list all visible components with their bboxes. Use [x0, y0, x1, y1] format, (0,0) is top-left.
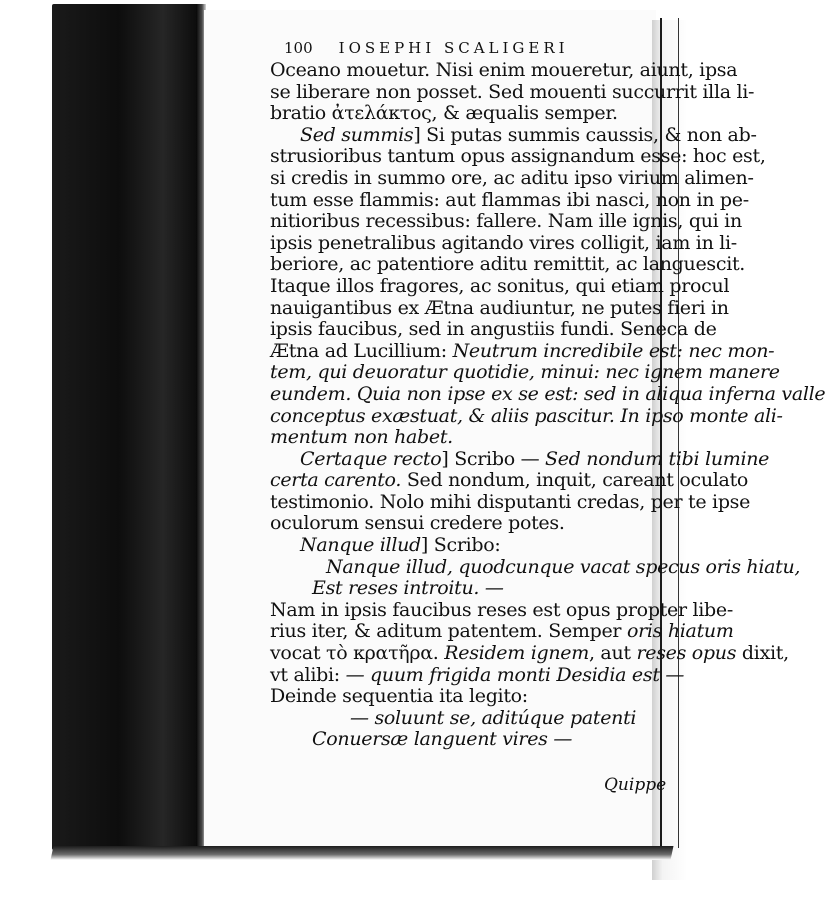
text-segment: reses opus [636, 642, 737, 665]
page-number: 100 [284, 39, 313, 57]
text-line [270, 166, 754, 190]
text-segment: Nanque illud, quodcunque vacat specus oris hiatu, [326, 555, 801, 578]
text-line [270, 318, 717, 341]
text-segment: Nam in ipsis faucibus reses est opus propter libe- [270, 598, 733, 621]
text-segment: Residem ignem [444, 642, 589, 665]
text-line [270, 339, 775, 363]
text-line [270, 427, 660, 449]
text-segment: — quum frigida monti Desidia est — [345, 663, 685, 686]
text-segment: ] Si putas summis caussis, & non ab- [413, 123, 757, 146]
text-segment: nauigantibus ex Ætna audiuntur, ne putes fieri in [270, 296, 729, 319]
text-line [270, 490, 751, 514]
text-segment: rius iter, & aditum patentem. Semper [270, 620, 627, 643]
text-segment: Nanque illud [300, 534, 421, 557]
text-segment: Conuersæ languent vires — [312, 728, 573, 751]
text-line [270, 708, 660, 730]
text-line [270, 361, 780, 384]
catchword: Quippe [604, 775, 667, 795]
text-line [270, 578, 660, 600]
running-title: IOSEPHI SCALIGERI [338, 39, 569, 57]
text-line [270, 729, 660, 751]
text-segment: beriore, ac patentiore aditu remittit, ac languescit. [270, 253, 746, 276]
text-segment: dixit, [736, 642, 789, 665]
text-line [270, 210, 742, 233]
text-line [270, 231, 737, 255]
text-segment: certa carento. [270, 469, 402, 492]
page-bottom-shadow [51, 846, 674, 860]
text-line [270, 555, 801, 579]
text-line [270, 103, 660, 125]
text-segment: Sed nondum tibi lumine [545, 447, 770, 470]
text-line [270, 253, 746, 276]
text-line [270, 447, 770, 471]
running-head [284, 36, 660, 60]
text-segment: Sed nondum, inquit, careant oculato [401, 469, 749, 492]
text-segment: Oceano mouetur. Nisi enim moueretur, aiunt, ipsa [270, 59, 738, 81]
text-segment: testimonio. Nolo mihi disputanti credas, per te ipse [270, 490, 751, 513]
text-segment: — soluunt se, aditúque patenti [350, 706, 637, 729]
text-segment: Deinde sequentia ita legito: [270, 685, 528, 708]
text-segment: tum esse flammis: aut flammas ibi nasci, non in pe- [270, 188, 749, 211]
text-segment: ] Scribo — [441, 447, 546, 470]
text-line [270, 469, 749, 492]
scan-margin [0, 0, 58, 900]
text-line [270, 59, 738, 82]
text-segment: Sed summis [300, 123, 414, 146]
text-segment: mentum non habet. [270, 426, 453, 449]
text-segment: , aut [588, 642, 637, 665]
text-segment: strusioribus tantum opus assignandum esse: hoc est, [270, 145, 766, 168]
text-segment: si credis in summo ore, ac aditu ipso virium alimen- [270, 166, 754, 189]
text-line [270, 663, 685, 687]
text-segment: vt alibi: [270, 663, 346, 686]
text-segment: Neutrum incredibile est: nec mon- [452, 339, 775, 362]
text-line [270, 620, 734, 643]
text-segment: Itaque illos fragores, ac sonitus, qui etiam procul [270, 274, 730, 297]
page-text [270, 36, 825, 751]
text-segment: bratio ἀτελάκτος, & æqualis semper. [270, 102, 618, 125]
text-segment: vocat τὸ κρατῆρα. [270, 642, 445, 665]
text-line [270, 145, 766, 168]
text-segment: ipsis faucibus, sed in angustiis fundi. Seneca de [270, 318, 717, 341]
text-line [270, 513, 660, 535]
text-line [270, 296, 729, 320]
text-line [270, 535, 660, 557]
text-segment: nitioribus recessibus: fallere. Nam ille ignis, qui in [270, 210, 742, 233]
text-line [270, 686, 660, 708]
text-segment: Ætna ad Lucillium: [270, 339, 453, 362]
text-segment: se liberare non posset. Sed mouenti succurrit illa li- [270, 80, 755, 103]
text-line [270, 123, 757, 147]
text-segment: Certaque recto [300, 447, 442, 470]
text-segment: conceptus exæstuat, & aliis pascitur. In ipso monte ali- [270, 404, 783, 427]
text-line [270, 188, 749, 212]
text-segment: Est reses introitu. — [312, 577, 504, 600]
text-line [270, 382, 825, 406]
text-body [270, 59, 825, 751]
text-segment: oris hiatum [626, 620, 734, 643]
text-line [270, 598, 733, 622]
text-line [270, 642, 789, 665]
text-segment: ipsis penetralibus agitando vires colligit, iam in li- [270, 231, 737, 254]
text-segment: oculorum sensui credere potes. [270, 512, 565, 535]
text-line [270, 274, 730, 298]
book-spine-shadow [52, 4, 200, 850]
text-line [270, 404, 783, 428]
text-line [270, 80, 755, 104]
text-segment: ] Scribo: [420, 534, 501, 557]
text-segment: tem, qui deuoratur quotidie, minui: nec ignem manere [270, 361, 780, 384]
text-segment: eundem. Quia non ipse ex se est: sed in aliqua inferna valle [270, 382, 825, 405]
